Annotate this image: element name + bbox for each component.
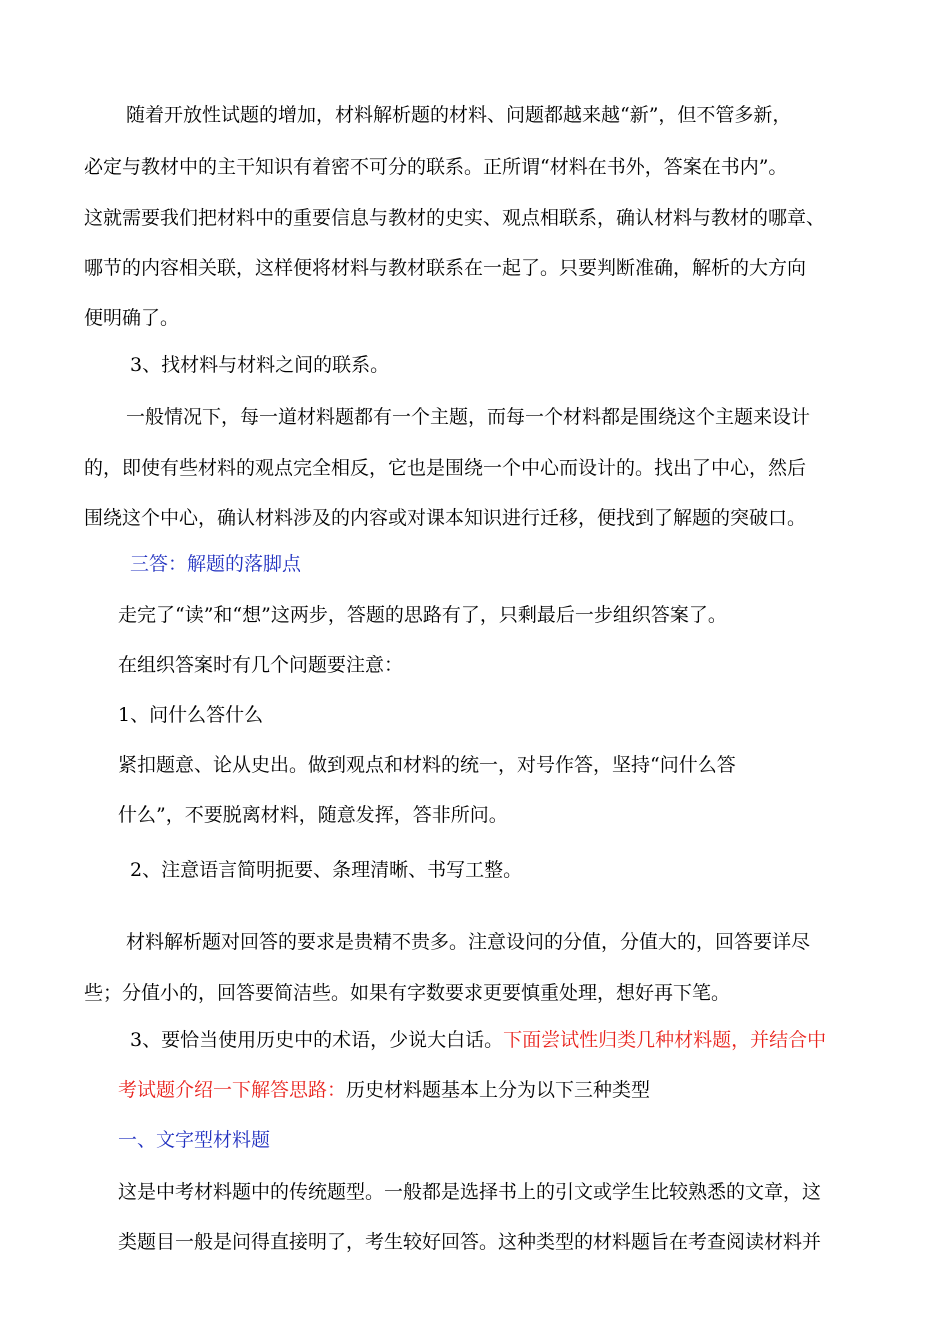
subheading-find-connections: 3、找材料与材料之间的联系。: [130, 354, 390, 376]
subheading-concise-language: 2、注意语言简明扼要、条理清晰、书写工整。: [130, 859, 523, 881]
highlight-text: 考试题介绍一下解答思路：: [118, 1079, 347, 1101]
paragraph-line: 的，即使有些材料的观点完全相反，它也是围绕一个中心而设计的。找出了中心，然后: [84, 457, 807, 479]
paragraph-line: 必定与教材中的主干知识有着密不可分的联系。正所谓“材料在书外，答案在书内”。: [84, 156, 788, 178]
paragraph-line: 些；分值小的，回答要简洁些。如果有字数要求更要慎重处理，想好再下笔。: [84, 982, 731, 1004]
highlight-text: 下面尝试性归类几种材料题，并结合中: [503, 1029, 827, 1051]
subheading-answer-what-asked: 1、问什么答什么: [118, 704, 264, 726]
paragraph-line-mixed: [118, 1078, 650, 1102]
paragraph-line: 紧扣题意、论从史出。做到观点和材料的统一，对号作答，坚持“问什么答: [118, 754, 736, 776]
paragraph-line: 这是中考材料题中的传统题型。一般都是选择书上的引文或学生比较熟悉的文章，这: [118, 1181, 822, 1203]
paragraph-line: 便明确了。: [84, 307, 180, 329]
paragraph-line: 类题目一般是问得直接明了，考生较好回答。这种类型的材料题旨在考查阅读材料并: [118, 1231, 822, 1253]
paragraph-line: 这就需要我们把材料中的重要信息与教材的史实、观点相联系，确认材料与教材的哪章、: [84, 207, 826, 229]
paragraph-line-mixed: [130, 1028, 826, 1052]
paragraph-line: 走完了“读”和“想”这两步，答题的思路有了，只剩最后一步组织答案了。: [118, 604, 727, 626]
paragraph-line: 材料解析题对回答的要求是贵精不贵多。注意设问的分值，分值大的，回答要详尽: [126, 931, 811, 953]
subheading-terminology: 3、要恰当使用历史中的术语，少说大白话。: [130, 1029, 504, 1051]
section-heading-answer: 三答：解题的落脚点: [130, 553, 302, 575]
paragraph-line: 什么”，不要脱离材料，随意发挥，答非所问。: [118, 804, 508, 826]
section-heading-text-material: 一、文字型材料题: [118, 1129, 271, 1151]
paragraph-text: 历史材料题基本上分为以下三种类型: [346, 1079, 651, 1101]
paragraph-line: 随着开放性试题的增加，材料解析题的材料、问题都越来越“新”，但不管多新，: [126, 104, 792, 126]
paragraph-line: 围绕这个中心，确认材料涉及的内容或对课本知识进行迁移，便找到了解题的突破口。: [84, 507, 807, 529]
paragraph-line: 一般情况下，每一道材料题都有一个主题，而每一个材料都是围绕这个主题来设计: [126, 406, 811, 428]
paragraph-line: 哪节的内容相关联，这样便将材料与教材联系在一起了。只要判断准确，解析的大方向: [84, 257, 807, 279]
paragraph-line: 在组织答案时有几个问题要注意：: [118, 654, 404, 676]
